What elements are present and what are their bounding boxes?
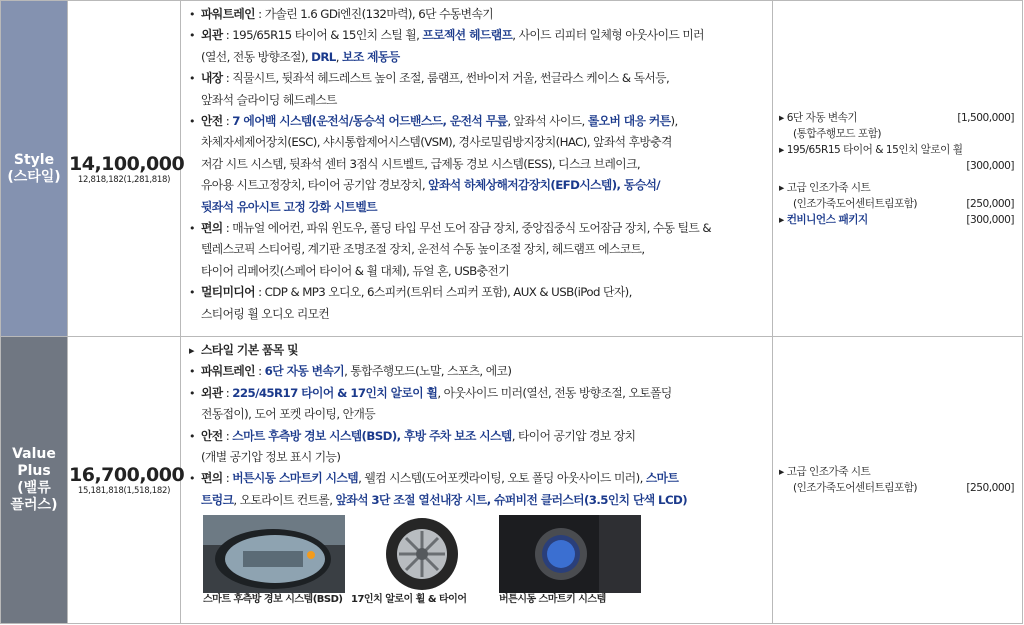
option-label: (인조가죽도어센터트림포함)	[793, 197, 918, 210]
spec-continuation	[189, 490, 768, 511]
option-subitem	[779, 158, 1014, 174]
spec-highlight: 6단 자동 변속기	[264, 364, 345, 379]
spec-cell-style	[181, 1, 773, 337]
option-label: 6단 자동 변속기	[786, 111, 858, 124]
option-price: [300,000]	[966, 159, 1014, 172]
spec-text: : 매뉴얼 에어컨, 파워 윈도우, 폴딩 타입 무선 도어 잠금 장치, 중앙집중식 도어잠금 장치, 수동 틸트 &	[222, 221, 711, 236]
option-label: 195/65R15 타이어 & 15인치 알로이 휠	[786, 143, 963, 156]
spec-item-convenience	[189, 218, 768, 239]
feature-image-bsd	[203, 515, 345, 607]
feature-image-wheel	[351, 515, 493, 607]
bullet-icon: •	[189, 29, 195, 43]
bullet-icon: •	[189, 115, 195, 129]
option-item	[779, 142, 1014, 158]
bullet-icon: •	[189, 386, 195, 400]
spec-highlight: 버튼시동 스마트키 시스템	[232, 471, 359, 486]
price-breakdown: 12,818,182(1,281,818)	[77, 174, 171, 185]
option-item	[779, 212, 1014, 228]
trim-name-value-plus	[1, 337, 68, 624]
option-label: 고급 인조가죽 시트	[786, 181, 871, 194]
spec-highlight: 225/45R17 타이어 & 17인치 알로이 휠	[232, 385, 438, 400]
spec-text: , 오토라이트 컨트롤,	[233, 492, 336, 507]
bullet-icon: •	[189, 286, 195, 300]
image-caption: 버튼시동 스마트키 시스템	[499, 594, 606, 606]
trim-label: Value Plus (밸류 플러스)	[10, 446, 58, 513]
spec-highlight: 앞좌석 하체상해저감장치(EFD시스템), 동승석/	[428, 178, 660, 193]
spec-highlight: 스마트	[645, 471, 679, 486]
spec-text: :	[222, 114, 233, 129]
spec-continuation	[189, 90, 768, 111]
spec-item-powertrain	[189, 4, 768, 25]
spec-heading: 멀티미디어	[201, 285, 255, 300]
spec-item-exterior	[189, 25, 768, 46]
arrow-icon: ▸	[779, 466, 787, 478]
bullet-icon: •	[189, 222, 195, 236]
spec-text: : 가솔린 1.6 GDi엔진(132마력), 6단 수동변속기	[254, 7, 494, 21]
options-cell-value-plus	[773, 337, 1023, 624]
spec-text: 유아용 시트고정장치, 타이어 공기압 경보장치,	[201, 178, 429, 193]
spec-heading: 편의	[201, 221, 223, 236]
spec-continuation	[189, 197, 768, 218]
price-breakdown: 15,181,818(1,518,182)	[77, 486, 171, 496]
option-label: 컨비니언스 패키지	[786, 213, 868, 226]
option-label: (통합주행모드 포함)	[793, 127, 882, 140]
spec-continuation	[189, 47, 768, 68]
image-caption: 17인치 알로이 휠 & 타이어	[351, 594, 467, 606]
spec-text: , 아웃사이드 미러(열선, 전동 방향조절, 오토폴딩	[437, 385, 672, 400]
option-label: 고급 인조가죽 시트	[786, 466, 871, 478]
spec-continuation	[189, 447, 768, 468]
spec-item-exterior	[189, 383, 768, 404]
bullet-icon: •	[189, 365, 195, 379]
arrow-icon: ▸	[779, 111, 787, 124]
trim-name-style	[1, 1, 68, 337]
option-subitem	[779, 480, 1014, 496]
spec-heading: 안전	[201, 428, 223, 443]
bullet-icon: •	[189, 8, 195, 21]
option-label: (인조가죽도어센터트림포함)	[793, 482, 918, 494]
spec-item-safety	[189, 426, 768, 447]
spec-highlight: 프로젝션 헤드램프	[422, 28, 513, 43]
option-item	[779, 464, 1014, 480]
price-cell-value-plus	[68, 337, 185, 624]
spec-text: :	[254, 364, 265, 379]
spec-text: , 통합주행모드(노말, 스포츠, 에코)	[344, 364, 512, 379]
spec-item-multimedia	[189, 282, 768, 303]
spec-highlight: 트렁크	[201, 492, 234, 507]
arrow-icon: ▸	[779, 143, 787, 156]
option-subitem	[779, 126, 1014, 142]
spec-heading: 파워트레인	[201, 7, 255, 21]
trim-label: Style (스타일)	[7, 151, 61, 185]
spec-text: 텔레스코픽 스티어링, 계기판 조명조절 장치, 운전석 수동 높이조절 장치, 헤드램프 에스코트,	[201, 242, 645, 257]
feature-image-start-button	[499, 515, 641, 607]
option-item	[779, 110, 1014, 126]
spec-text: ,	[335, 49, 343, 64]
spec-text: :	[222, 428, 233, 443]
spec-continuation	[189, 132, 768, 153]
spec-continuation	[189, 239, 768, 260]
bullet-icon: •	[189, 72, 195, 86]
spec-text: : CDP & MP3 오디오, 6스피커(트위터 스피커 포함), AUX & USB(iPod 단자),	[254, 285, 632, 300]
spec-text: 앞좌석 슬라이딩 헤드레스트	[201, 92, 337, 107]
spec-highlight: 롤오버 대응 커튼	[587, 114, 671, 129]
price-total: 14,100,000	[69, 152, 185, 175]
side-mirror-photo-icon	[203, 515, 345, 593]
spec-text: 전동접이), 도어 포켓 라이팅, 안개등	[201, 407, 376, 422]
image-caption: 스마트 후측방 경보 시스템(BSD)	[203, 594, 343, 606]
alloy-wheel-photo-icon	[351, 515, 493, 593]
spec-text: , 사이드 리피터 일체형 아웃사이드 미러	[512, 28, 704, 43]
spec-text: :	[222, 385, 233, 400]
spec-item-interior	[189, 68, 768, 89]
option-price: [1,500,000]	[957, 111, 1014, 124]
spec-heading: 스타일 기본 품목 및	[201, 343, 298, 357]
spec-continuation	[189, 261, 768, 282]
table-row-value-plus	[1, 337, 1023, 624]
spec-continuation	[189, 304, 768, 325]
spec-item-powertrain	[189, 361, 768, 382]
spec-text: ),	[670, 114, 678, 129]
arrow-icon: ▸	[779, 181, 787, 194]
option-price: [250,000]	[966, 482, 1014, 494]
spec-heading: 파워트레인	[201, 364, 255, 379]
start-button-photo-icon	[499, 515, 641, 593]
option-price: [300,000]	[966, 213, 1014, 226]
spec-cell-value-plus	[181, 337, 773, 624]
spec-highlight: 보조 제동등	[342, 49, 400, 64]
spec-heading: 편의	[201, 471, 223, 486]
arrow-icon: ▸	[189, 344, 194, 357]
spec-text: 스티어링 휠 오디오 리모컨	[201, 306, 330, 321]
spec-item-convenience	[189, 468, 768, 489]
spec-text: , 앞좌석 사이드,	[507, 114, 588, 129]
options-cell-style	[773, 1, 1023, 337]
spec-text: : 195/65R15 타이어 & 15인치 스틸 휠,	[222, 28, 423, 43]
spec-highlight: 스마트 후측방 경보 시스템(BSD), 후방 주차 보조 시스템	[232, 428, 512, 443]
spec-text: 타이어 리페어킷(스페어 타이어 & 휠 대체), 듀얼 혼, USB충전기	[201, 263, 510, 278]
feature-images	[189, 515, 768, 607]
spec-heading: 외관	[201, 28, 223, 43]
price-total: 16,700,000	[69, 464, 185, 486]
spec-highlight: 앞좌석 3단 조절 열선내장 시트, 슈퍼비전 클러스터(3.5인치 단색 LCD)	[335, 492, 688, 507]
spec-continuation	[189, 154, 768, 175]
spec-heading: 안전	[201, 114, 223, 129]
spec-highlight: 뒷좌석 유아시트 고정 강화 시트벨트	[201, 199, 377, 214]
spec-text: , 웰컴 시스템(도어포켓라이팅, 오토 폴딩 아웃사이드 미러),	[358, 471, 646, 486]
spec-heading: 내장	[201, 71, 223, 86]
spec-continuation	[189, 175, 768, 196]
arrow-icon: ▸	[779, 213, 787, 226]
spec-text: 차체자세제어장치(ESC), 샤시통합제어시스템(VSM), 경사로밀림방지장치(HAC), 앞좌석 후방충격	[201, 135, 672, 150]
bullet-icon: •	[189, 429, 195, 443]
spec-item-base	[189, 340, 768, 361]
option-item	[779, 180, 1014, 196]
spec-item-safety	[189, 111, 768, 132]
table-row-style	[1, 1, 1023, 337]
spec-text: (개별 공기압 정보 표시 기능)	[201, 450, 341, 465]
spec-text: :	[222, 471, 233, 486]
bullet-icon: •	[189, 472, 195, 486]
spec-text: : 직물시트, 뒷좌석 헤드레스트 높이 조절, 룸램프, 썬바이저 거울, 썬글라스 케이스 & 독서등,	[222, 71, 670, 86]
spec-highlight: DRL	[311, 49, 336, 64]
spec-text: (열선, 전동 방향조절),	[201, 49, 312, 64]
spec-text: 저감 시트 시스템, 뒷좌석 센터 3점식 시트벨트, 급제동 경보 시스템(ESS), 디스크 브레이크,	[201, 156, 641, 171]
spec-heading: 외관	[201, 385, 223, 400]
option-subitem	[779, 196, 1014, 212]
spec-highlight: 7 에어백 시스템(운전석/동승석 어드밴스드, 운전석 무릎	[232, 114, 508, 129]
option-price: [250,000]	[966, 197, 1014, 210]
price-cell-style	[68, 1, 185, 337]
spec-text: , 타이어 공기압 경보 장치	[511, 428, 636, 443]
spec-continuation	[189, 404, 768, 425]
